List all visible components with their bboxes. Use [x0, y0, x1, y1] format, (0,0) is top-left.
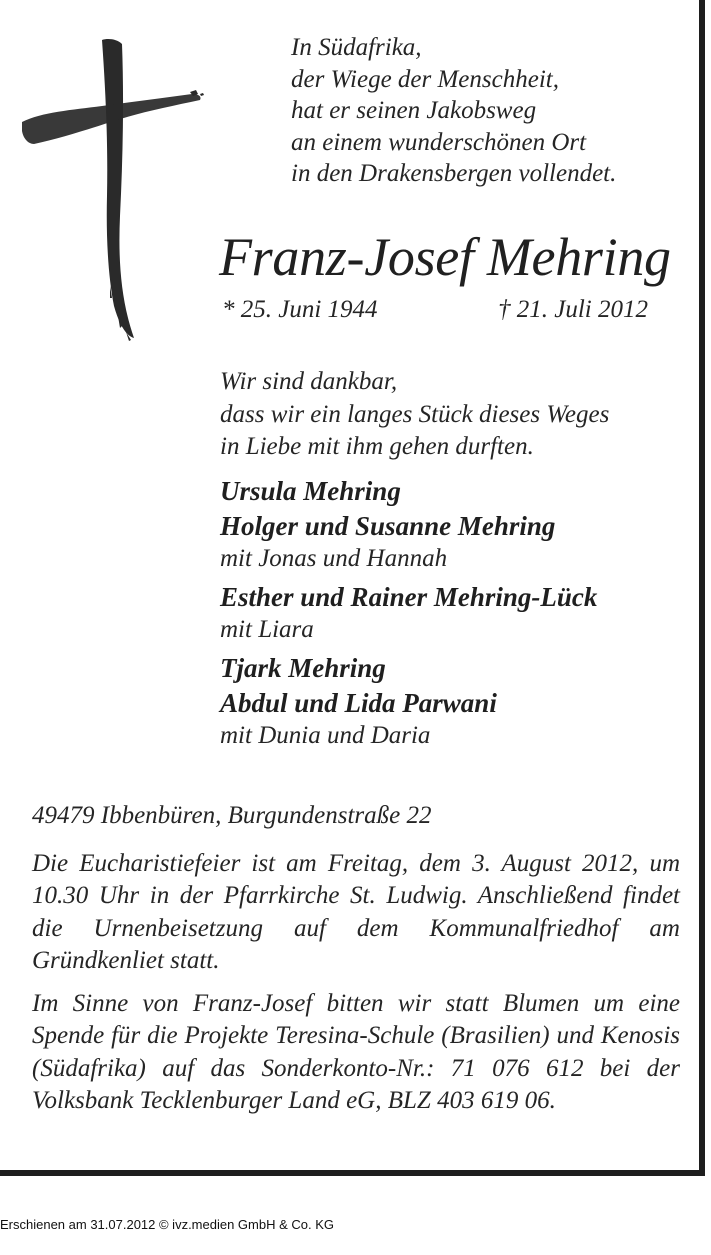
mourner-name: Tjark Mehring — [220, 653, 386, 683]
poem-line: an einem wunderschönen Ort — [291, 128, 587, 156]
publication-footer: Erschienen am 31.07.2012 © ivz.medien GmbH & Co. KG — [0, 1217, 335, 1232]
poem — [291, 32, 616, 190]
family-address: 49479 Ibbenbüren, Burgundenstraße 22 — [32, 802, 432, 829]
mourner-children: mit Dunia und Daria — [220, 722, 431, 749]
mourner-name: Ursula Mehring — [220, 476, 401, 506]
birth-date: * 25. Juni 1944 — [222, 296, 378, 323]
mourner-name: Abdul und Lida Parwani — [220, 688, 497, 718]
donation-info: Im Sinne von Franz-Josef bitten wir statt Blumen um eine Spende für die Projekte Teresina-Schule (Brasilien) und Kenosis (Südafrika) auf das Sonderkonto-Nr.: 71 076 612 bei der Volksbank Tecklenburger Land eG, BLZ 403 619 06. — [32, 990, 680, 1115]
thanks-line: dass wir ein langes Stück dieses Weges — [220, 400, 610, 428]
mourner-children: mit Jonas und Hannah — [220, 545, 448, 572]
thanks-line: in Liebe mit ihm gehen durften. — [220, 433, 534, 460]
mourner-children: mit Liara — [220, 616, 314, 643]
death-date: † 21. Juli 2012 — [498, 296, 648, 323]
mourners-list — [220, 474, 597, 757]
poem-line: hat er seinen Jakobsweg — [291, 97, 537, 125]
cross-icon — [22, 36, 212, 346]
mourner-name: Esther und Rainer Mehring-Lück — [220, 582, 598, 612]
mourner-name: Holger und Susanne Mehring — [220, 511, 556, 541]
poem-line: in den Drakensbergen vollendet. — [291, 160, 617, 188]
poem-line: In Südafrika, — [291, 34, 422, 61]
thanks-line: Wir sind dankbar, — [220, 368, 398, 395]
deceased-name: Franz-Josef Mehring — [219, 227, 671, 287]
thanks-text — [220, 366, 609, 464]
poem-line: der Wiege der Menschheit, — [291, 65, 559, 93]
service-info: Die Eucharistiefeier ist am Freitag, dem 3. August 2012, um 10.30 Uhr in der Pfarrkirche St. Ludwig. Anschließend findet die Urnenbeisetzung auf dem Kommunalfriedhof am Gründkenliet statt. — [32, 850, 680, 975]
